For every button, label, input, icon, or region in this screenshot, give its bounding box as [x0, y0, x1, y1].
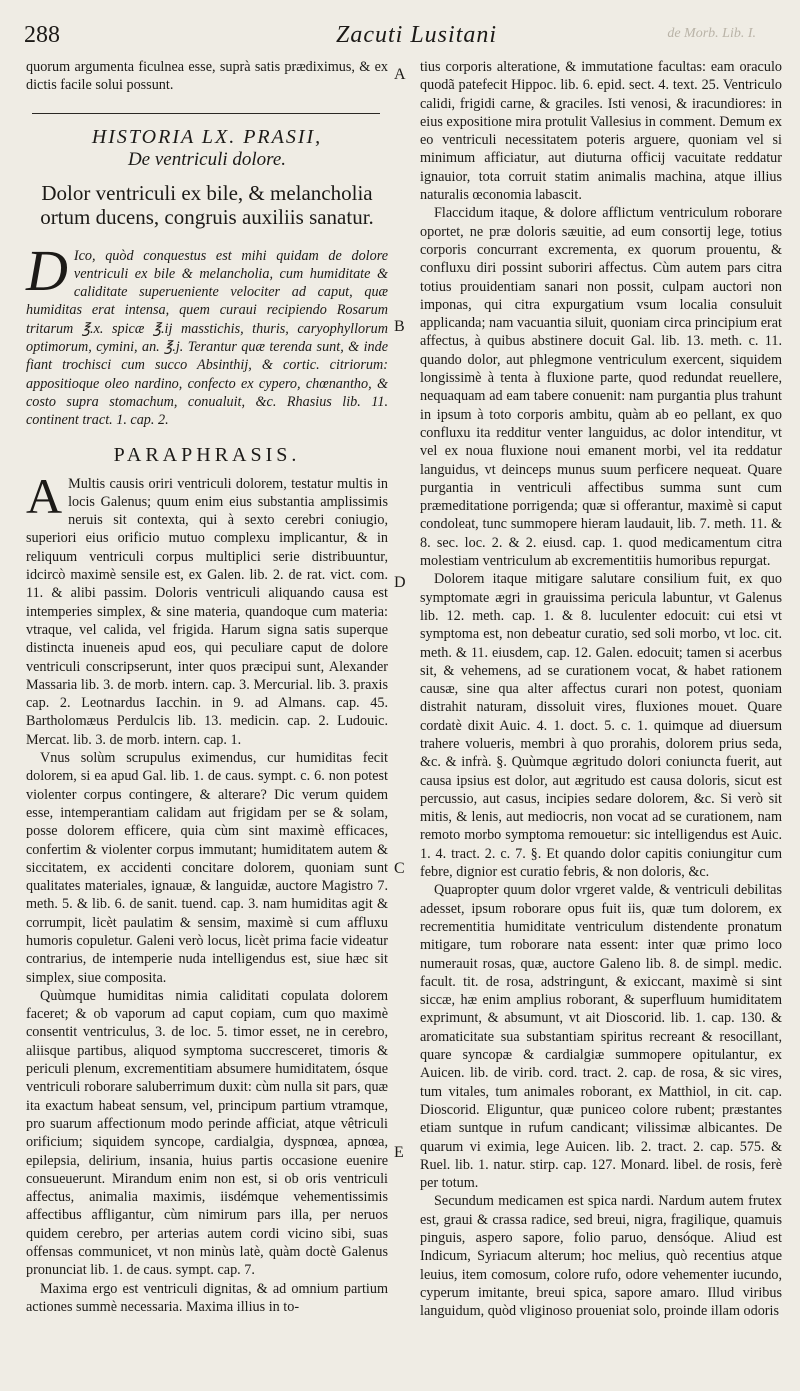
paragraph: Dolorem itaque mitigare salutare consilium fuit, ex quo symptomate ægri in grauissima pericula labuntur, vt Galenus lib. 12. meth. cap. 1. & 8. luculenter edocuit: cui etsi vt symptoma est, non debeatur curatio, sed soli morbo, vt loc. cit. meth. & 11. eiusdem, cap. 12. Galen. edocuit; tamen si acerbus sit, & vehemens, ad se curationem vocat, & habet rationem causæ, sine qua alter affectus curari non potest, quoniam distrahit naturam, dissoluit vires, fluxiones mouet. Quare cordatè dixit Auic. 4. 1. doct. 5. c. 1. quimque ad diuersum trahere volueris, membri à quo prorahis, dolorem prius seda, &c. & infrà. §. Quùmque ægritudo dolori coniuncta fuerit, aut causa ipsius est dolor, aut ægritudo est causa doloris, sicut est percussio, aut casus, incipies sedare dolorem, &c. Si verò sit mitis, & lenis, aut mediocris, non vocat ad se curationem, nam remoto morbo symptoma remouetur: sic intelligendus est Auic. 1. 4. tract. 2. c. 7. §. Et quando dolor capitis coniungitur cum febre, dignior est curatio febris, & non doloris, &c.: [420, 571, 782, 881]
drop-cap-d: D: [26, 237, 68, 303]
margin-letter-b: B: [394, 318, 405, 335]
margin-letters: [392, 0, 416, 1391]
case-text: [26, 237, 388, 430]
running-title: Zacuti Lusitani: [336, 22, 498, 48]
margin-letter-d: D: [394, 574, 406, 591]
history-title: HISTORIA LX. PRASII,: [91, 125, 323, 148]
paragraph: tius corporis alteratione, & immutatione facultas: eam oraculo quodã patefecit Hippoc. lib. 6. epid. sect. 4. text. 25. Ventriculo calidi, frigidi carne, & graciles. Isti venosi, & iracundiores: in eius expositione mira protulit Vallesius in comment. Demum ex eo ventriculi necessitatem poteris arguere, quoniam vel si minimum afficiatur, aut diuturna officij vacuitate reddatur ignauior, tota corruit statim animalis machina, atque illius naturalis œconomia labascit.: [420, 59, 782, 204]
paragraph: Quapropter quum dolor vrgeret valde, & ventriculi debilitas adesset, ipsum roborare opus fuit iis, quæ tum dolorem, ex recrementitia humiditate ventriculum distendente pronatum mitigare, tum roborare nata essent: inter quæ primo loco numerauit rosas, quæ, auctore Galeno lib. 8. de simpl. medic. facult. tit. de rosa, adstringunt, & exiccant, maximè si sint siccæ, hæ enim amplius roborant, & superfluum humiditatem exprimunt, & absumunt, vt ait Dioscorid. lib. 1. cap. 130. & aromaticitate sua substantiam spiritus recreant & resocillant, quare syncopæ & cardialgiæ summopere opitulantur, ex Auicen. lib. de virib. cord. tract. 2. cap. de rosa, & sic vires, tum vitales, tum animales roborant, ex Matthiol, in cit. cap. Dioscorid. Eliguntur, quæ puniceo colore rubent; præstantes etiam suntque in rufum candicant; vilissimæ albicantes. De quarum vi eximia, lege Auicen. lib. 2. tract. 2. cap. 575. & Ruel. lib. 1. natur. stirp. cap. 127. Monard. libel. de rosis, ferè per totum.: [420, 882, 782, 1192]
paraphrasis-body: Multis causis oriri ventriculi dolorem, testatur multis in locis Galenus; quum enim eius substantia amplissimis neruis sit contexta, qui à sexto cerebri coniugio, superiori eius orificio mutuo complexu implicantur, & in reliquum ventriculi corpus multiplici serie distribuuntur, idcircò maximè sensile est, ex Galen. lib. 2. de rat. vict. com. 11. & alibi passim. Doloris ventriculi aliquando causa est intemperies simplex, & sine materia, quandoque cum materia: vtraque, vel calida, vel frigida. Harum signa satis superque distincta inueneis apud eos, qui peculiare caput de dolore ventriculi conscripserunt, inter quos præcipui sunt, Alexander Massaria lib. 3. de morb. intern. cap. 3. Mercurial. lib. 3. praxis cap. 2. Leotnardus Iacchin. in 9. ad Almans. cap. 45. Bartholomæus Perdulcis lib. 13. medicin. cap. 2. Ludouic. Mercat. lib. 3. de morb. intern. cap. 1.: [26, 475, 388, 748]
drop-cap-a: A: [26, 467, 63, 524]
history-subtitle: De ventriculi dolore.: [127, 148, 287, 170]
divider-rule: [32, 113, 380, 114]
paragraph: Secundum medicamen est spica nardi. Nardum autem frutex est, graui & crassa radice, sed breui, nigra, fragilique, quamuis pinguis, aspero sapore, folio paruo, densóque. Aliud est Indicum, Syriacum alterum; hoc melius, quò recentius atque leuius, item comosum, colore rufo, odore vehementer iucundo, cyperum imitante, breui spica, sapore amaro. Illud viribus languidum, quòd vliginoso proueniat solo, proinde illam odoris: [420, 1193, 782, 1320]
paraphrasis-heading: PARAPHRASIS.: [113, 443, 301, 466]
bleed-through-text: de Morb. Lib. I.: [667, 26, 756, 41]
paraphrasis-text: [26, 467, 388, 749]
right-column: [420, 58, 782, 1320]
paragraph: Flaccidum itaque, & dolore afflictum ventriculum roborare oportet, ne præ doloris sæuitie, ad eum consortij lege, totius corporis concurrant excrementa, ex quorum prouentu, & confluxu diri possint suboriri affectus. Cùm autem pars citra totius prouidentiam sanari non possit, culpam auctori non imponas, qui citra expurgatium vsum localia consuluit applicanda; nam vacuantia siluit, quoniam circa principium erat affectus, à quibus abstinere docuit Gal. lib. 13. meth. c. 11. quando dolor, aut phlegmone ventriculum exercent, siquidem longissimè à tenta à fluxione parte, quod redundat reuellere, nequaquam ad eam tabere conuenit: nam purgantia plus trahunt in ipsum à toto corporis ambitu, quàm ab eo pellant, ex quo confluxu ita redditur venter languidus, ac dolor intenditur, vt vel ex noua fluxione noui emanent morbi, vel ita reddatur languidus, vt deinceps munus suum perficere nequeat. Quare purgantia in ventriculi affectibus summa sunt cum præmeditatione porrigenda; quæ si offerantur, maximè si caput condoleat, tunc summopere hieram laudauit, lib. 7. meth. 11. & 8. sec. loc. 2. & 2. eiusd. cap. 1. quod medicamentum citra molestiam ventriculum ab excrementitiis humoribus repurgat.: [420, 205, 782, 570]
left-column: [26, 58, 388, 1316]
paragraph: Quùmque humiditas nimia caliditati copulata dolorem faceret; & ob vaporum ad caput copiam, cum quo maximè consentit ventriculus, 3. de loc. 5. timor esset, ne in cerebro, aliisque partibus, aliquod symptoma succresceret, timoris & periculi plenum, excrementitiam absumere humiditatem, ósque ventriculi roborare saluberrimum duxit: cùm nulla sit pars, quæ ita exactum habeat sensum, vel, principum partium vtramque, pro suarum affectionum modo perinde afficiat, atque vêtriculi orificium; siquidem syncope, cardialgia, dyspnœa, apnœa, epilepsia, delirium, insania, huius partis occasione euenire consueuerunt. Mirandum enim non est, si ob oris ventriculi affectus, animalia maximis, iisdémque vehementissimis affectibus affligantur, cùm nimirum pars illa, per neruos quidem cerebro, per arterias autem cordi vicino sibi, suas offensas communicet, vt non minùs latè, quàm doctè Galenus pronunciat lib. 1. de caus. sympt. cap. 7.: [26, 987, 388, 1279]
paragraph: Vnus solùm scrupulus eximendus, cur humiditas fecit dolorem, si ea apud Gal. lib. 1. de caus. sympt. c. 6. non potest violenter corpus contingere, & alterare? Dic verum quidem esse, intemperantiam calidam aut frigidam per se & solam, posse dolorem efficere, quia cùm sint maximè efficaces, confertim & violenter corpus immutant; humiditatem autem & siccitatem, ex accidenti concitare dolorem, quoniam sunt qualitates materiales, ignauæ, & languidæ, auctore Magistro 7. meth. 5. & lib. 6. de sanit. tuend. cap. 3. nam humiditas agit & corrumpit, licèt paulatim & sensim, maximè si cum affluxu humoris copuletur. Galeni verò locus, licèt prima facie videatur contrarius, de intemperie nuda intelligendus est, siue hæc sit simplex, siue composita.: [26, 750, 388, 986]
case-body: Ico, quòd conquestus est mihi quidam de dolore ventriculi ex bile & melancholia, cum humiditate & caliditate superueniente velociter ad caput, quæ humiditas erat intensa, quem curaui recipiendo Rosarum tritarum ℥.x. spicæ ℥.ij masstichis, thuris, caryophyllorum optimorum, cymini, an. ℥.j. Terantur quæ terenda sunt, & inde fiant trochisci cum succo Absinthij, & cortic. citriorum: appositioque oleo nardino, confecto ex cypero, chœnantho, & costo supra stomachum, conualuit, &c. Rhasius lib. 11. continent tract. 1. cap. 2.: [26, 247, 388, 429]
intro-text: quorum argumenta ficulnea esse, suprà satis prædiximus, & ex dictis facile solui possunt.: [26, 59, 388, 94]
summary-heading: Dolor ventriculi ex bile, & melancholia ortum ducens, congruis auxiliis sanatur.: [40, 180, 374, 229]
margin-letter-e: E: [394, 1144, 404, 1161]
margin-letter-c: C: [394, 860, 405, 877]
paragraph: Maxima ergo est ventriculi dignitas, & ad omnium partium actiones summè necessaria. Maxima illius in to-: [26, 1280, 388, 1315]
margin-letter-a: A: [394, 66, 406, 83]
page-number: 288: [24, 22, 60, 48]
